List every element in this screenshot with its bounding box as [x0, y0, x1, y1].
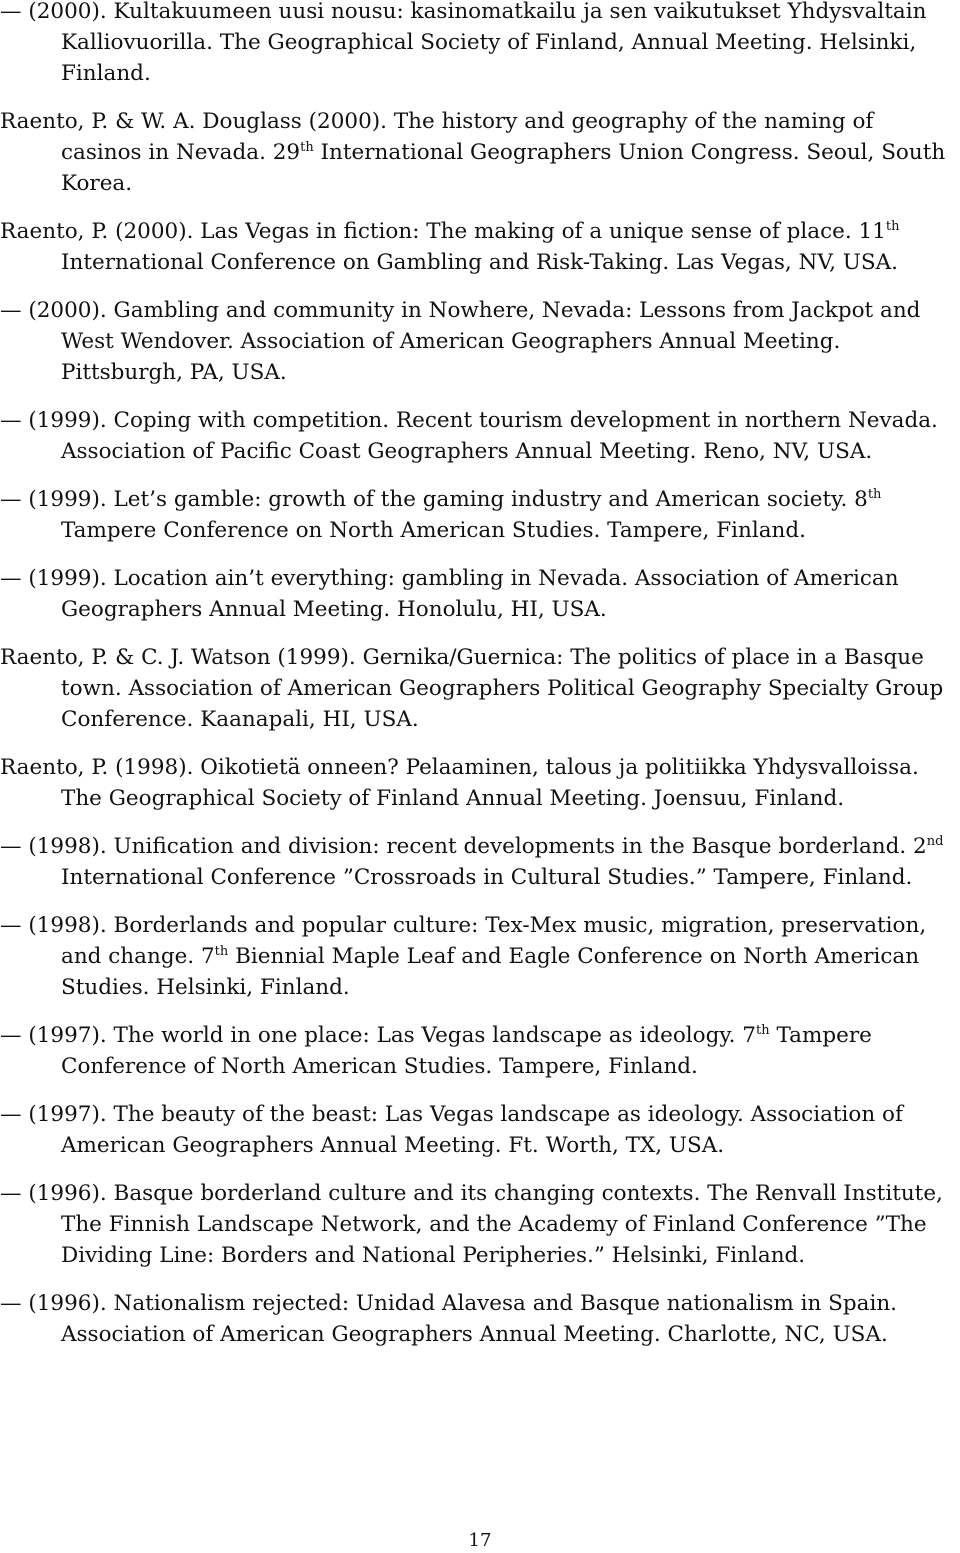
- entry-lead: Raento, P. (2000).: [0, 219, 194, 244]
- ordinal-suffix: nd: [926, 833, 944, 849]
- reference-entry: [0, 0, 958, 89]
- entry-lead: — (1998).: [0, 913, 107, 938]
- reference-entry: [0, 1099, 958, 1161]
- reference-entry: [0, 484, 958, 546]
- ordinal-suffix: th: [214, 943, 229, 959]
- entry-text: Kultakuumeen uusi nousu: kasinomatkailu ja sen vaikutukset Yhdysvaltain Kalliovuorilla. The Geographical Society of Finland, Annual Meeting. Helsinki, Finland.: [61, 0, 927, 86]
- entry-text: The history and geography of the naming of casinos in Nevada. 29: [61, 109, 874, 165]
- entry-text: Basque borderland culture and its changing contexts. The Renvall Institute, The Finnish Landscape Network, and the Academy of Finland Conference ”The Dividing Line: Borders and National Peripheries.” Helsinki, Finland.: [61, 1181, 943, 1268]
- entry-lead: — (1996).: [0, 1181, 107, 1206]
- ordinal-suffix: th: [300, 139, 314, 155]
- entry-text: Tampere Conference of North American Studies. Tampere, Finland.: [61, 1023, 872, 1079]
- entry-lead: — (1998).: [0, 834, 107, 859]
- entry-lead: — (1996).: [0, 1291, 107, 1316]
- entry-text: Gambling and community in Nowhere, Nevada: Lessons from Jackpot and West Wendover. Association of American Geographers Annual Meeting. Pittsburgh, PA, USA.: [61, 298, 921, 385]
- entry-text: The world in one place: Las Vegas landscape as ideology. 7: [113, 1023, 756, 1048]
- entry-lead: — (2000).: [0, 0, 107, 24]
- ordinal-suffix: th: [867, 486, 882, 502]
- entry-lead: — (1999).: [0, 487, 107, 512]
- entry-lead: Raento, P. (1998).: [0, 755, 194, 780]
- entry-text: International Conference on Gambling and Risk-Taking. Las Vegas, NV, USA.: [61, 250, 898, 275]
- reference-entry: [0, 1020, 958, 1082]
- ordinal-suffix: th: [885, 218, 900, 234]
- entry-text: Coping with competition. Recent tourism development in northern Nevada. Association of Pacific Coast Geographers Annual Meeting. Reno, NV, USA.: [61, 408, 938, 464]
- entry-text: Tampere Conference on North American Studies. Tampere, Finland.: [61, 518, 806, 543]
- reference-entry: [0, 910, 958, 1003]
- entry-text: International Geographers Union Congress. Seoul, South Korea.: [61, 140, 946, 196]
- entry-lead: Raento, P. & W. A. Douglass (2000).: [0, 109, 387, 134]
- entry-text: Borderlands and popular culture: Tex-Mex music, migration, preservation, and change. 7: [61, 913, 927, 969]
- reference-entry: [0, 405, 958, 467]
- entry-text: Unification and division: recent developments in the Basque borderland. 2: [113, 834, 927, 859]
- entry-text: Oikotietä onneen? Pelaaminen, talous ja politiikka Yhdysvalloissa. The Geographical Society of Finland Annual Meeting. Joensuu, Finland.: [61, 755, 919, 811]
- reference-entry: [0, 295, 958, 388]
- reference-entry: [0, 642, 958, 735]
- entry-lead: — (2000).: [0, 298, 107, 323]
- reference-entry: [0, 563, 958, 625]
- entry-lead: — (1997).: [0, 1102, 107, 1127]
- entry-text: Nationalism rejected: Unidad Alavesa and Basque nationalism in Spain. Association of American Geographers Annual Meeting. Charlotte, NC, USA.: [61, 1291, 898, 1347]
- page-number: 17: [468, 1530, 492, 1551]
- entry-lead: — (1997).: [0, 1023, 107, 1048]
- entry-text: Gernika/Guernica: The politics of place in a Basque town. Association of American Geographers Political Geography Specialty Group Conference. Kaanapali, HI, USA.: [61, 645, 944, 732]
- reference-entry: [0, 1288, 958, 1350]
- entry-text: Location ain’t everything: gambling in Nevada. Association of American Geographers Annual Meeting. Honolulu, HI, USA.: [61, 566, 899, 622]
- entry-text: International Conference ”Crossroads in Cultural Studies.” Tampere, Finland.: [61, 865, 913, 890]
- entry-text: The beauty of the beast: Las Vegas landscape as ideology. Association of American Geographers Annual Meeting. Ft. Worth, TX, USA.: [61, 1102, 903, 1158]
- entry-lead: — (1999).: [0, 408, 107, 433]
- entry-text: Let’s gamble: growth of the gaming industry and American society. 8: [113, 487, 868, 512]
- entry-text: Las Vegas in fiction: The making of a unique sense of place. 11: [200, 219, 886, 244]
- reference-entry: [0, 752, 958, 814]
- reference-entry: [0, 1178, 958, 1271]
- reference-entry: [0, 216, 958, 278]
- reference-entry: [0, 831, 958, 893]
- reference-entry: [0, 106, 958, 199]
- entry-text: Biennial Maple Leaf and Eagle Conference on North American Studies. Helsinki, Finland.: [61, 944, 920, 1000]
- ordinal-suffix: th: [756, 1022, 770, 1038]
- entry-lead: Raento, P. & C. J. Watson (1999).: [0, 645, 356, 670]
- entry-lead: — (1999).: [0, 566, 107, 591]
